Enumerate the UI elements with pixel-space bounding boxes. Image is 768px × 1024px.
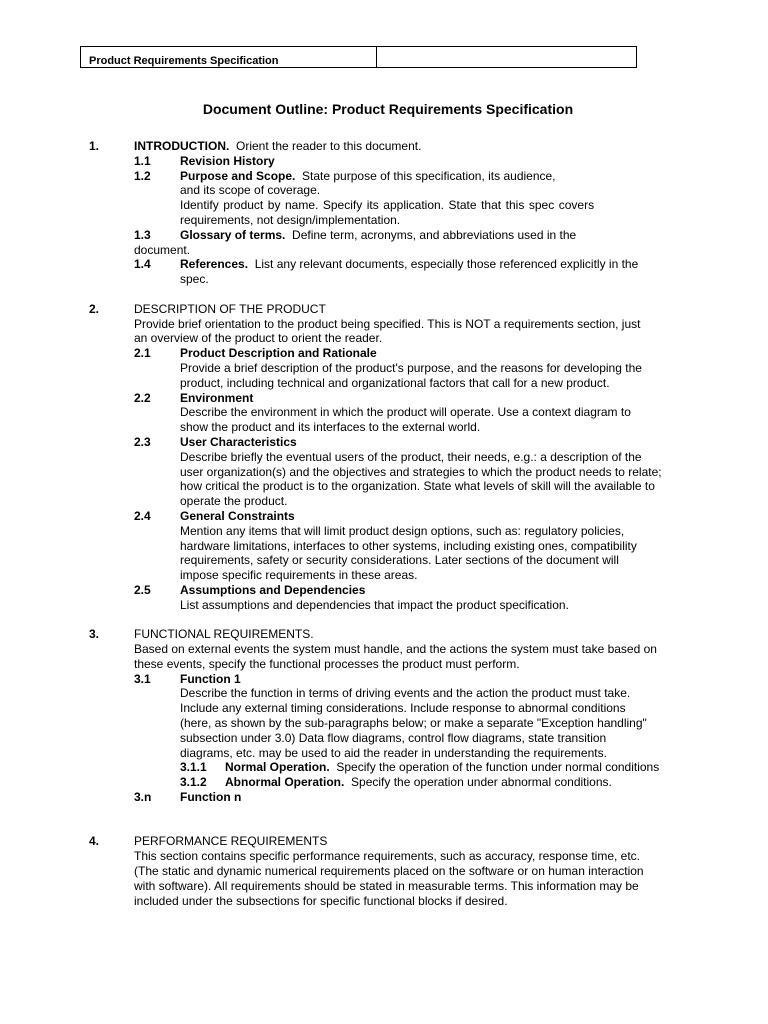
text-line: [0, 317, 768, 332]
subsection-text: how critical the product is to the organization. State what levels of skill will the available to: [180, 479, 655, 494]
section-text: Based on external events the system must handle, and the actions the system must take based on: [134, 642, 657, 657]
section-text: these events, specify the functional processes the product must perform.: [134, 656, 520, 671]
text-line: [0, 701, 768, 716]
subsection-text: List any relevant documents, especially those referenced explicitly in the: [254, 257, 639, 272]
section-text: Orient the reader to this document.: [236, 139, 422, 153]
text-line: [0, 864, 768, 879]
subsection-number: 1.2: [134, 168, 151, 183]
text-line: [0, 746, 768, 761]
subsection-text: subsection under 3.0) Data flow diagrams, control flow diagrams, state transition: [180, 730, 607, 745]
text-line: [0, 479, 768, 494]
section-number: 1.: [89, 139, 100, 153]
section-4-heading: [0, 834, 768, 849]
text-line: [0, 879, 768, 894]
subsection-1-4: [0, 257, 768, 272]
text-line: [0, 361, 768, 376]
subsection-heading: References.: [180, 257, 249, 272]
subsection-number: 1.3: [134, 227, 151, 242]
subsection-1-3: [0, 228, 768, 243]
subsection-2-1: [0, 346, 768, 361]
subsection-heading: Glossary of terms.: [180, 227, 286, 242]
text-line: [0, 465, 768, 480]
section-number: 3.: [89, 627, 100, 642]
section-text: included under the subsections for specific functional blocks if desired.: [134, 893, 508, 908]
subsection-text: show the product and its interfaces to the external world.: [180, 420, 481, 435]
subsection-heading: Function n: [180, 790, 242, 805]
section-heading: FUNCTIONAL REQUIREMENTS.: [134, 627, 314, 642]
text-line: [0, 539, 768, 554]
text-line: [0, 524, 768, 539]
subsection-2-4: [0, 509, 768, 524]
subsection-1-1: [0, 154, 768, 169]
subsection-text: product, including technical and organizational factors that call for a new product.: [180, 375, 610, 390]
subsection-number: 2.4: [134, 508, 151, 523]
section-text: with software). All requirements should be stated in measurable terms. This information may be: [134, 878, 639, 893]
text-line: [0, 716, 768, 731]
subsection-2-3: [0, 435, 768, 450]
text-line: [0, 450, 768, 465]
subsection-text: State purpose of this specification, its audience,: [302, 168, 556, 183]
subsection-text: operate the product.: [180, 494, 288, 509]
subsection-3-1-1: [0, 760, 768, 775]
subsection-text: requirements, not design/implementation.: [180, 212, 401, 227]
header-table: [80, 46, 637, 68]
section-text: Provide brief orientation to the product being specified. This is NOT a requirements section, just: [134, 316, 641, 331]
section-text: This section contains specific performance requirements, such as accuracy, response time, etc.: [134, 849, 640, 864]
subsection-number: 2.3: [134, 434, 151, 449]
subsection-text: hardware limitations, interfaces to other systems, including existing ones, compatibility: [180, 538, 637, 553]
section-heading: PERFORMANCE REQUIREMENTS: [134, 834, 328, 849]
subsection-heading: User Characteristics: [180, 434, 297, 449]
section-heading: INTRODUCTION.: [134, 139, 230, 153]
header-title-cell: Product Requirements Specification: [81, 47, 377, 67]
text-line: [0, 849, 768, 864]
subsection-heading: Product Description and Rationale: [180, 346, 377, 361]
text-line: [0, 494, 768, 509]
text-line: [0, 657, 768, 672]
subsection-text: document.: [134, 242, 191, 257]
subsection-number: 3.1: [134, 671, 151, 686]
section-number: 2.: [89, 301, 100, 316]
subsection-heading: General Constraints: [180, 508, 295, 523]
subsection-number: 2.2: [134, 390, 151, 405]
subsection-text: List assumptions and dependencies that impact the product specification.: [180, 597, 569, 612]
subsubsection-number: 3.1.2: [180, 775, 207, 790]
subsection-number: 1.1: [134, 153, 151, 168]
subsubsection-text: Specify the operation of the function under normal conditions: [336, 760, 660, 775]
subsection-3-1-2: [0, 775, 768, 790]
subsection-heading: Revision History: [180, 153, 275, 168]
subsection-heading: Purpose and Scope.: [180, 168, 296, 183]
text-line: [0, 376, 768, 391]
subsection-text: Identify product by name. Specify its application. State that this spec covers: [180, 198, 595, 213]
text-line: [0, 198, 768, 213]
text-line: [0, 420, 768, 435]
subsection-text: Describe the environment in which the product will operate. Use a context diagram to: [180, 405, 631, 420]
subsection-1-2: [0, 169, 768, 184]
subsection-text: diagrams, etc. may be used to aid the reader in understanding the requirements.: [180, 745, 607, 760]
subsection-text: Provide a brief description of the product's purpose, and the reasons for developing the: [180, 360, 642, 375]
subsection-text: requirements, safety or security considerations. Later sections of the document will: [180, 553, 619, 568]
header-empty-cell: [377, 47, 636, 67]
subsubsection-heading: Normal Operation.: [225, 760, 330, 775]
subsection-3-1: [0, 672, 768, 687]
subsection-3-n: [0, 790, 768, 805]
document-title: Document Outline: Product Requirements Specification: [202, 101, 574, 117]
text-line: [0, 405, 768, 420]
section-1-heading: [0, 139, 768, 154]
subsection-number: 1.4: [134, 257, 151, 272]
text-line: [0, 642, 768, 657]
subsection-text: (here, as shown by the sub-paragraphs below; or make a separate "Exception handling": [180, 716, 647, 731]
section-text: (The static and dynamic numerical requirements placed on the software or on human interaction: [134, 864, 644, 879]
text-line: [0, 213, 768, 228]
text-line: [0, 568, 768, 583]
section-2-heading: [0, 302, 768, 317]
section-number: 4.: [89, 834, 100, 849]
text-line: [0, 553, 768, 568]
subsubsection-heading: Abnormal Operation.: [225, 775, 345, 790]
subsection-text: Include any external timing considerations. Include response to abnormal conditions: [180, 701, 626, 716]
document-body: [0, 139, 768, 908]
subsection-text: Describe briefly the eventual users of the product, their needs, e.g.: a description of the: [180, 449, 642, 464]
subsection-text: user organization(s) and the objectives and strategies to which the product needs to relate;: [180, 464, 662, 479]
subsection-text: Describe the function in terms of driving events and the action the product must take.: [180, 686, 631, 701]
section-heading: DESCRIPTION OF THE PRODUCT: [134, 301, 326, 316]
subsection-text: spec.: [180, 272, 209, 287]
subsection-number: 2.1: [134, 346, 151, 361]
subsection-heading: Function 1: [180, 671, 241, 686]
subsection-text: and its scope of coverage.: [180, 183, 321, 198]
subsection-text: Define term, acronyms, and abbreviations used in the: [292, 227, 577, 242]
subsection-number: 2.5: [134, 582, 151, 597]
text-line: [0, 272, 768, 287]
text-line: [0, 686, 768, 701]
subsection-heading: Assumptions and Dependencies: [180, 582, 366, 597]
subsection-number: 3.n: [134, 790, 152, 805]
subsubsection-number: 3.1.1: [180, 760, 207, 775]
subsection-heading: Environment: [180, 390, 254, 405]
section-text: an overview of the product to orient the reader.: [134, 331, 383, 346]
subsection-2-5: [0, 583, 768, 598]
text-line: [0, 331, 768, 346]
subsection-text: Mention any items that will limit product design options, such as: regulatory policies,: [180, 523, 625, 538]
text-line: [0, 731, 768, 746]
text-line: [0, 183, 768, 198]
section-3-heading: [0, 627, 768, 642]
text-line: [0, 598, 768, 613]
subsection-text: impose specific requirements in these areas.: [180, 568, 418, 583]
text-line: [0, 243, 768, 258]
text-line: [0, 894, 768, 909]
subsubsection-text: Specify the operation under abnormal conditions.: [351, 775, 612, 790]
subsection-2-2: [0, 391, 768, 406]
